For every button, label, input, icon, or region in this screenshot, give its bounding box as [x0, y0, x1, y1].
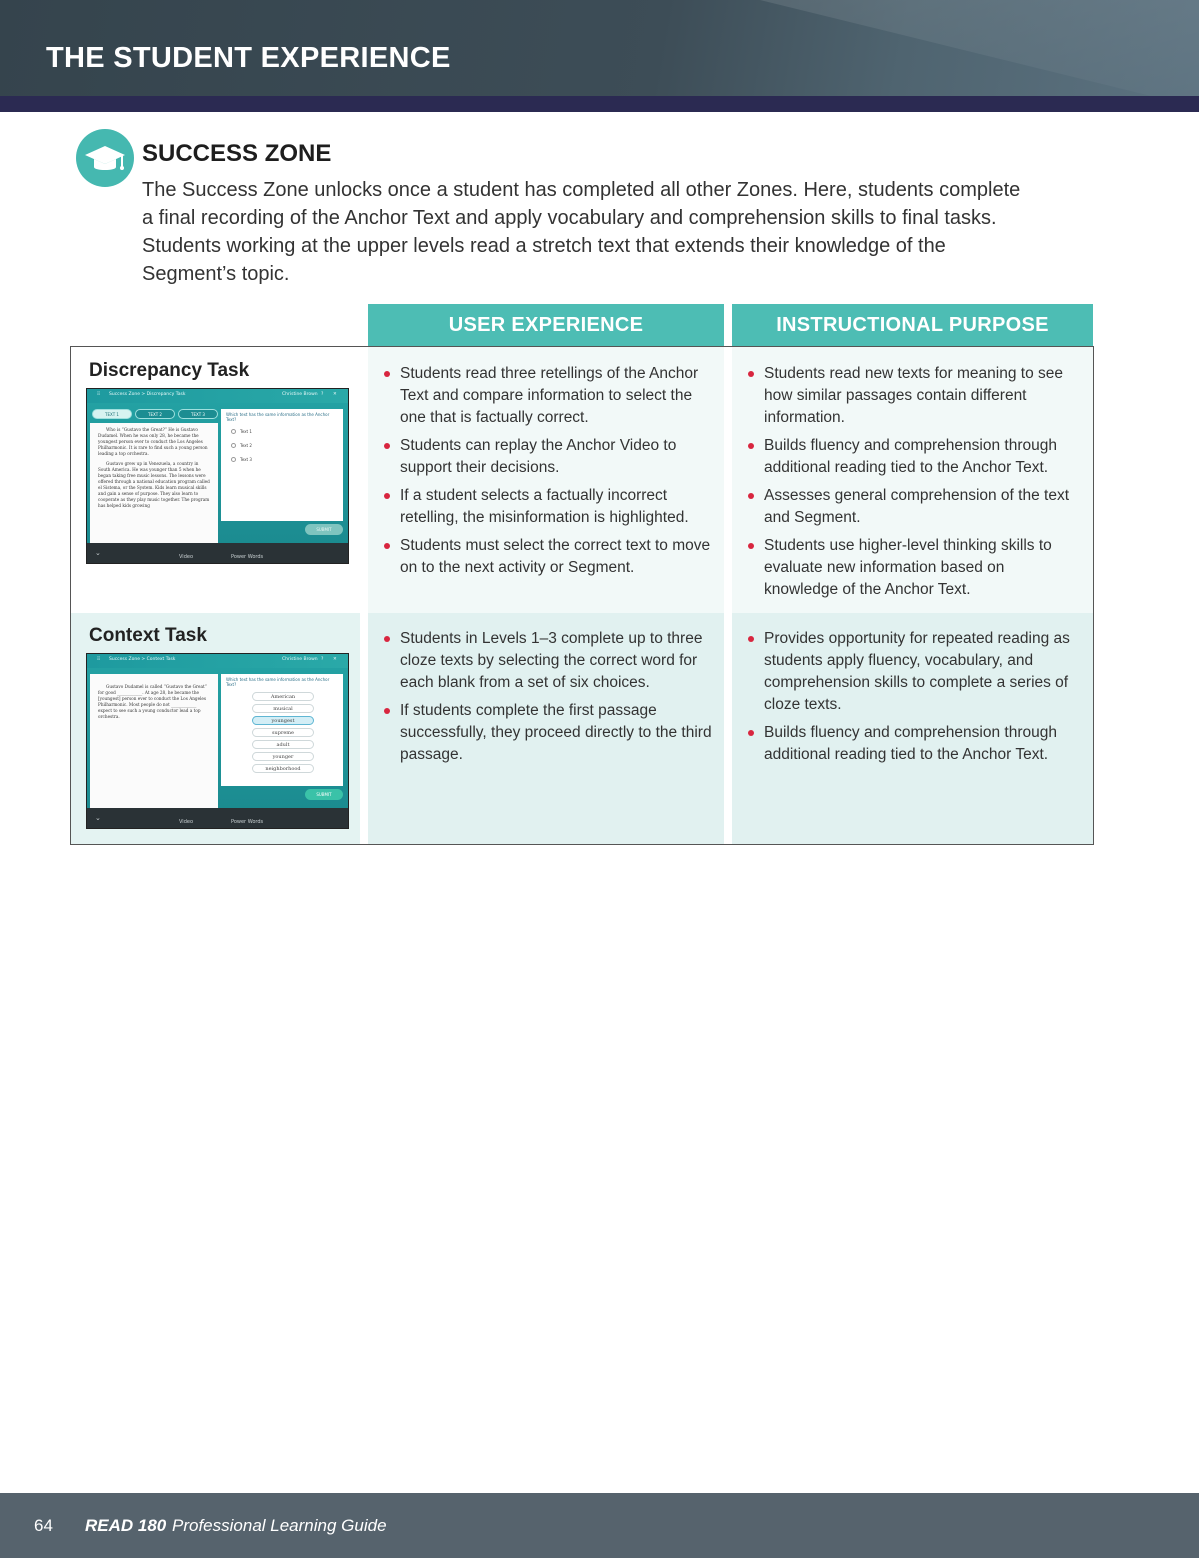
word-choice[interactable]: neighborhood	[252, 764, 314, 773]
column-header-user-experience: USER EXPERIENCE	[368, 304, 724, 347]
question-panel	[221, 409, 343, 521]
list-item: Builds fluency and comprehension through additional reading tied to the Anchor Text.	[746, 722, 1080, 766]
list-item: Builds fluency and comprehension through additional reading tied to the Anchor Text.	[746, 435, 1080, 479]
page-title: THE STUDENT EXPERIENCE	[46, 42, 451, 74]
help-icon[interactable]: ?	[321, 657, 324, 662]
page-footer	[0, 1493, 1199, 1558]
word-choice[interactable]: musical	[252, 704, 314, 713]
tab-text-3[interactable]: TEXT 3	[178, 409, 218, 419]
video-label[interactable]: Video	[179, 819, 194, 825]
list-item: Students read three retellings of the Anchor Text and compare information to select the one that is factually correct.	[382, 363, 718, 429]
list-item: Provides opportunity for repeated reading as students apply fluency, vocabulary, and comprehension skills to complete a series of cloze texts.	[746, 628, 1080, 716]
submit-button[interactable]: SUBMIT	[305, 524, 343, 535]
passage-paragraph: Gustavo grew up in Venezuela, a country in South America. He was younger than 5 when he began taking free music lessons. The lessons were offered through a national education program called el Sistema, or the System. Kids learn musical skills and gain a sense of purpose. They also learn to cooperate as they play music together. The program has helped kids growing	[98, 461, 210, 508]
list-item: Students must select the correct text to move on to the next activity or Segment.	[382, 535, 718, 579]
user-experience-list	[382, 628, 718, 772]
list-item: Assesses general comprehension of the text and Segment.	[746, 485, 1080, 529]
task-title-context: Context Task	[89, 625, 207, 646]
app-bottombar	[87, 543, 349, 563]
grid-icon: ⠿	[97, 392, 101, 397]
word-choice[interactable]: supreme	[252, 728, 314, 737]
page-header	[0, 0, 1199, 112]
option-text-3[interactable]: Text 3	[231, 457, 252, 462]
discrepancy-task-screenshot	[86, 388, 349, 564]
footer-brand: READ 180	[85, 1516, 167, 1535]
list-item: Students in Levels 1–3 complete up to three cloze texts by selecting the correct word for each blank from a set of six choices.	[382, 628, 718, 694]
close-icon[interactable]: ✕	[333, 657, 337, 662]
header-wedge	[760, 0, 1199, 96]
app-topbar	[87, 389, 349, 403]
chevron-down-icon[interactable]: ⌄	[95, 814, 101, 822]
question-prompt: Which text has the same information as the Anchor Text?	[226, 677, 330, 687]
tab-text-2[interactable]: TEXT 2	[135, 409, 175, 419]
word-choice[interactable]: American	[252, 692, 314, 701]
graduation-cap-icon	[76, 129, 134, 187]
list-item: Students read new texts for meaning to see how similar passages contain different information.	[746, 363, 1080, 429]
passage-panel	[90, 423, 218, 544]
word-choice-selected[interactable]: youngest	[252, 716, 314, 725]
task-title-discrepancy: Discrepancy Task	[89, 360, 250, 381]
list-item: If students complete the first passage successfully, they proceed directly to the third passage.	[382, 700, 718, 766]
power-words-label[interactable]: Power Words	[231, 554, 264, 560]
section-description: The Success Zone unlocks once a student has completed all other Zones. Here, students complete a final recording of the Anchor Text and apply vocabulary and comprehension skills to final tasks. Students working at the upper levels read a stretch text that extends their knowledge of the Segment’s topic.	[142, 179, 1021, 285]
word-choice[interactable]: adult	[252, 740, 314, 749]
close-icon[interactable]: ✕	[333, 392, 337, 397]
list-item: Students use higher-level thinking skills to evaluate new information based on knowledge of the Anchor Text.	[746, 535, 1080, 601]
text-tabs	[92, 409, 218, 419]
power-words-label[interactable]: Power Words	[231, 819, 264, 825]
instructional-purpose-list	[746, 628, 1080, 772]
tab-text-1[interactable]: TEXT 1	[92, 409, 132, 419]
word-choice[interactable]: younger	[252, 752, 314, 761]
option-text-1[interactable]: Text 1	[231, 429, 252, 434]
user-name: Christine Brown	[282, 657, 318, 662]
grid-icon: ⠿	[97, 657, 101, 662]
context-task-screenshot	[86, 653, 349, 829]
help-icon[interactable]: ?	[321, 392, 324, 397]
page-number: 64	[34, 1516, 53, 1535]
question-prompt: Which text has the same information as the Anchor Text?	[226, 412, 330, 422]
list-item: Students can replay the Anchor Video to support their decisions.	[382, 435, 718, 479]
breadcrumb: Success Zone > Discrepancy Task	[109, 392, 186, 397]
footer-guide-title: Professional Learning Guide	[172, 1516, 387, 1535]
choices-panel	[221, 674, 343, 786]
passage-paragraph: Gustavo Dudamel is called “Gustavo the Great” for good ____________. At age 28, he became the [youngest] person ever to conduct the Los Angeles Philharmonic. Most people do not ____________ expect to see such a young conductor lead a top orchestra.	[98, 684, 207, 719]
breadcrumb: Success Zone > Context Task	[109, 657, 176, 662]
column-header-instructional-purpose: INSTRUCTIONAL PURPOSE	[732, 304, 1093, 347]
header-rule	[0, 96, 1199, 112]
section-title: SUCCESS ZONE	[142, 140, 332, 167]
passage-paragraph: Who is “Gustavo the Great?” He is Gustavo Dudamel. When he was only 28, he became the youngest person ever to conduct the Los Angeles Philharmonic. It is rare to find such a young person leading a top orchestra.	[98, 427, 208, 456]
user-name: Christine Brown	[282, 392, 318, 397]
option-text-2[interactable]: Text 2	[231, 443, 252, 448]
user-experience-list	[382, 363, 718, 585]
passage-panel	[90, 674, 218, 810]
instructional-purpose-list	[746, 363, 1080, 607]
video-label[interactable]: Video	[179, 554, 194, 560]
app-topbar	[87, 654, 349, 668]
list-item: If a student selects a factually incorrect retelling, the misinformation is highlighted.	[382, 485, 718, 529]
app-bottombar	[87, 808, 349, 828]
submit-button[interactable]: SUBMIT	[305, 789, 343, 800]
chevron-down-icon[interactable]: ⌄	[95, 549, 101, 557]
